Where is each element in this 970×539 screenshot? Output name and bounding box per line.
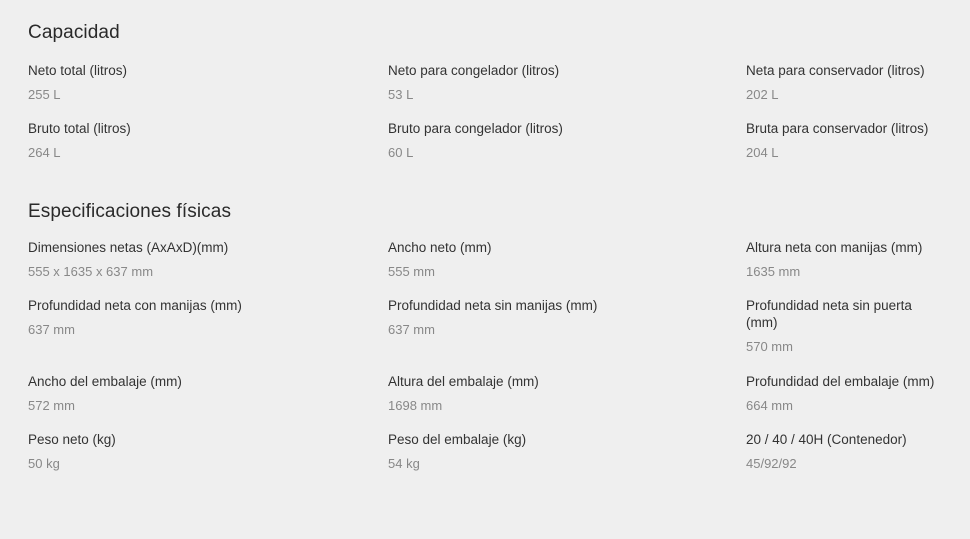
spec-value: 50 kg <box>28 456 60 472</box>
spec-label: Neto total (litros) <box>28 63 128 78</box>
section-especificaciones-fisicas <box>28 180 942 491</box>
spec-label: Neta para conservador (litros) <box>746 63 925 78</box>
spec-value: 204 L <box>746 145 779 161</box>
spec-item <box>746 240 942 298</box>
spec-item <box>746 432 942 490</box>
spec-item <box>28 63 388 121</box>
spec-label: Profundidad neta sin manijas (mm) <box>388 298 598 314</box>
spec-value: 54 kg <box>388 456 420 472</box>
spec-label: Dimensiones netas (AxAxD)(mm) <box>28 239 229 255</box>
spec-label: Profundidad neta con manijas (mm) <box>28 298 242 314</box>
spec-item <box>746 121 942 179</box>
spec-label: Altura del embalaje (mm) <box>388 373 539 389</box>
spec-label: Peso neto (kg) <box>28 432 116 448</box>
spec-label: Peso del embalaje (kg) <box>388 432 527 448</box>
spec-value: 570 mm <box>746 339 793 355</box>
spec-label: Ancho del embalaje (mm) <box>28 373 182 389</box>
spec-item <box>746 63 942 121</box>
spec-value: 555 mm <box>388 263 435 279</box>
spec-value: 53 L <box>388 86 414 102</box>
spec-value: 637 mm <box>388 322 435 338</box>
spec-label: Bruto total (litros) <box>28 121 131 137</box>
spec-item <box>28 240 388 298</box>
spec-value: 45/92/92 <box>746 456 797 472</box>
spec-item <box>746 374 942 432</box>
spec-label: Neto para congelador (litros) <box>388 63 560 78</box>
spec-item <box>28 121 388 179</box>
spec-item <box>388 432 746 490</box>
spec-label: 20 / 40 / 40H (Contenedor) <box>746 432 907 448</box>
spec-item <box>746 298 942 373</box>
spec-item <box>388 374 746 432</box>
spec-value: 60 L <box>388 145 414 161</box>
spec-value: 202 L <box>746 86 779 102</box>
spec-label: Ancho neto (mm) <box>388 239 492 255</box>
section-capacidad <box>28 0 942 180</box>
spec-item <box>388 298 746 373</box>
spec-grid-especificaciones-fisicas <box>28 240 942 491</box>
spec-item <box>388 240 746 298</box>
spec-label: Profundidad del embalaje (mm) <box>746 373 935 389</box>
spec-item <box>28 374 388 432</box>
spec-value: 555 x 1635 x 637 mm <box>28 263 154 279</box>
spec-value: 264 L <box>28 145 61 161</box>
spec-value: 1698 mm <box>388 397 443 413</box>
spec-value: 572 mm <box>28 397 75 413</box>
spec-value: 664 mm <box>746 397 793 413</box>
spec-value: 255 L <box>28 86 61 102</box>
section-title-especificaciones-fisicas: Especificaciones físicas <box>28 200 232 222</box>
spec-item <box>28 298 388 373</box>
spec-label: Bruta para conservador (litros) <box>746 121 929 137</box>
spec-item <box>388 121 746 179</box>
spec-value: 637 mm <box>28 322 75 338</box>
spec-label: Altura neta con manijas (mm) <box>746 239 923 255</box>
spec-label: Bruto para congelador (litros) <box>388 121 563 137</box>
section-title-capacidad: Capacidad <box>28 22 120 43</box>
spec-value: 1635 mm <box>746 263 801 279</box>
spec-label: Profundidad neta sin puerta (mm) <box>746 298 912 331</box>
spec-item <box>388 63 746 121</box>
spec-grid-capacidad <box>28 63 942 180</box>
spec-item <box>28 432 388 490</box>
